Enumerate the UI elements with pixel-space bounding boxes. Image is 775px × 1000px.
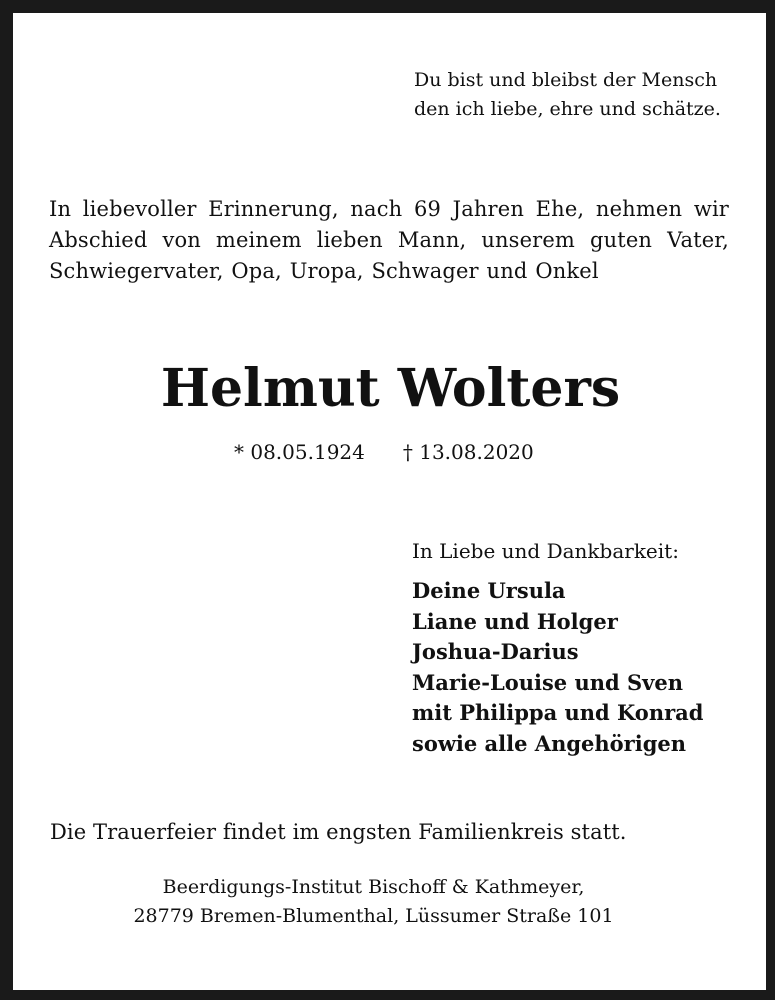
mourner-name: Liane und Holger bbox=[412, 608, 618, 634]
intro-line-1: In liebevoller Erinnerung, nach 69 Jahren Ehe, nehmen wir bbox=[49, 197, 729, 221]
deceased-name: Helmut Wolters bbox=[160, 358, 621, 419]
life-dates bbox=[234, 438, 534, 466]
intro-line-3: Schwiegervater, Opa, Uropa, Schwager und Onkel bbox=[49, 259, 599, 283]
mourner-name: Deine Ursula bbox=[412, 578, 566, 603]
undertaker-info bbox=[0, 873, 775, 931]
motto-line-1: Du bist und bleibst der Mensch bbox=[414, 69, 718, 91]
ceremony-note: Die Trauerfeier findet im engsten Familienkreis statt. bbox=[50, 820, 627, 844]
motto bbox=[414, 66, 744, 124]
mourners-heading: In Liebe und Dankbarkeit: bbox=[412, 539, 679, 563]
undertaker-address: 28779 Bremen-Blumenthal, Lüssumer Straße 101 bbox=[133, 905, 614, 927]
intro-text bbox=[49, 194, 729, 287]
undertaker-name: Beerdigungs-Institut Bischoff & Kathmeyer, bbox=[162, 876, 585, 898]
mourners-list bbox=[412, 576, 703, 759]
intro-line-2: Abschied von meinem lieben Mann, unserem guten Vater, bbox=[49, 228, 729, 252]
mourner-name: sowie alle Angehörigen bbox=[412, 730, 687, 756]
birth-date: * 08.05.1924 bbox=[234, 440, 365, 464]
mourner-name: mit Philippa und Konrad bbox=[412, 700, 704, 725]
motto-line-2: den ich liebe, ehre und schätze. bbox=[414, 98, 721, 120]
mourner-name: Joshua-Darius bbox=[412, 639, 579, 664]
death-date: † 13.08.2020 bbox=[402, 440, 534, 464]
mourner-name: Marie-Louise und Sven bbox=[412, 669, 684, 695]
